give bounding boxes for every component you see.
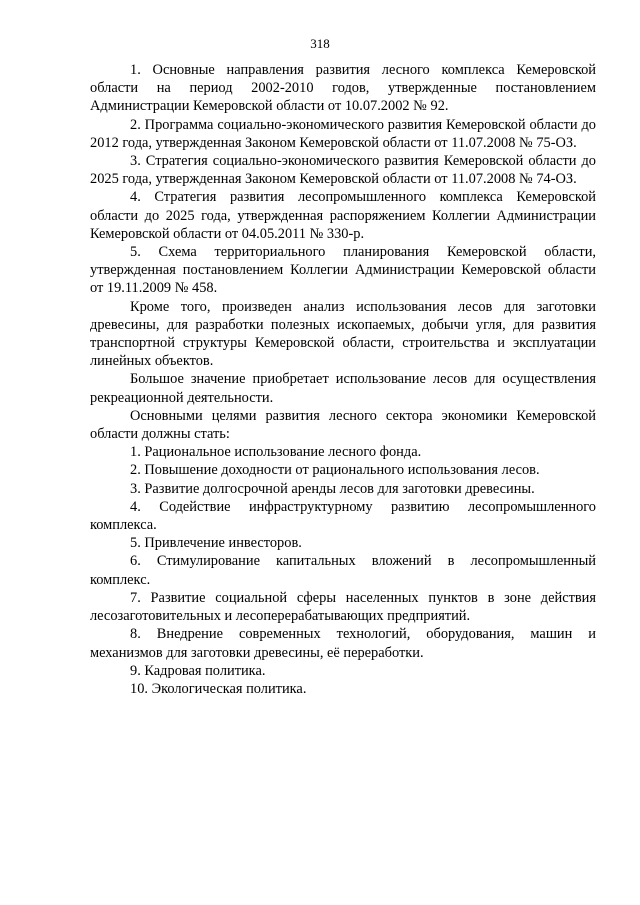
reference-item-4: 4. Стратегия развития лесопромышленного комплекса Кемеровской области до 2025 года, утвержденная распоряжением Коллегии Администрации Кемеровской области от 04.05.2011 № 330-р. bbox=[90, 189, 596, 242]
goal-item-10: 10. Экологическая политика. bbox=[130, 680, 307, 697]
goal-item-9: 9. Кадровая политика. bbox=[130, 662, 266, 679]
goal-item-2: 2. Повышение доходности от рационального использования лесов. bbox=[130, 462, 540, 479]
recreation-paragraph: Большое значение приобретает использование лесов для осуществления рекреационной деятельности. bbox=[90, 371, 596, 406]
goal-item-5: 5. Привлечение инвесторов. bbox=[130, 535, 302, 552]
goal-item-7: 7. Развитие социальной сферы населенных пунктов в зоне действия лесозаготовительных и лесоперерабатывающих предприятий. bbox=[90, 589, 596, 625]
page-number: 318 bbox=[310, 36, 330, 51]
goal-item-6: 6. Стимулирование капитальных вложений в лесопромышленный комплекс. bbox=[90, 553, 596, 588]
reference-item-5: 5. Схема территориального планирования Кемеровской области, утвержденная постановлением Коллегии Администрации Кемеровской области от 19.11.2009 № 458. bbox=[90, 244, 596, 297]
document-body bbox=[90, 61, 596, 698]
reference-item-2: 2. Программа социально-экономического развития Кемеровской области до 2012 года, утвержденная Законом Кемеровской области от 11.07.2008 № 75-ОЗ. bbox=[90, 116, 596, 151]
analysis-paragraph: Кроме того, произведен анализ использования лесов для заготовки древесины, для разработки полезных ископаемых, добычи угля, для развития транспортной структуры Кемеровской области, строительства и эксплуатации линейных объектов. bbox=[90, 298, 596, 370]
goal-item-8: 8. Внедрение современных технологий, оборудования, машин и механизмов для заготовки древесины, её переработки. bbox=[90, 626, 596, 661]
reference-item-3: 3. Стратегия социально-экономического развития Кемеровской области до 2025 года, утвержденная Законом Кемеровской области от 11.07.2008 № 74-ОЗ. bbox=[90, 153, 596, 188]
goal-item-1: 1. Рациональное использование лесного фонда. bbox=[130, 444, 422, 461]
reference-item-1: 1. Основные направления развития лесного комплекса Кемеровской области на период 2002-2010 годов, утвержденные постановлением Администрации Кемеровской области от 10.07.2002 № 92. bbox=[90, 62, 596, 115]
goals-intro-paragraph: Основными целями развития лесного сектора экономики Кемеровской области должны стать: bbox=[90, 407, 596, 443]
goal-item-3: 3. Развитие долгосрочной аренды лесов для заготовки древесины. bbox=[130, 480, 535, 497]
goal-item-4: 4. Содействие инфраструктурному развитию лесопромышленного комплекса. bbox=[90, 498, 596, 534]
